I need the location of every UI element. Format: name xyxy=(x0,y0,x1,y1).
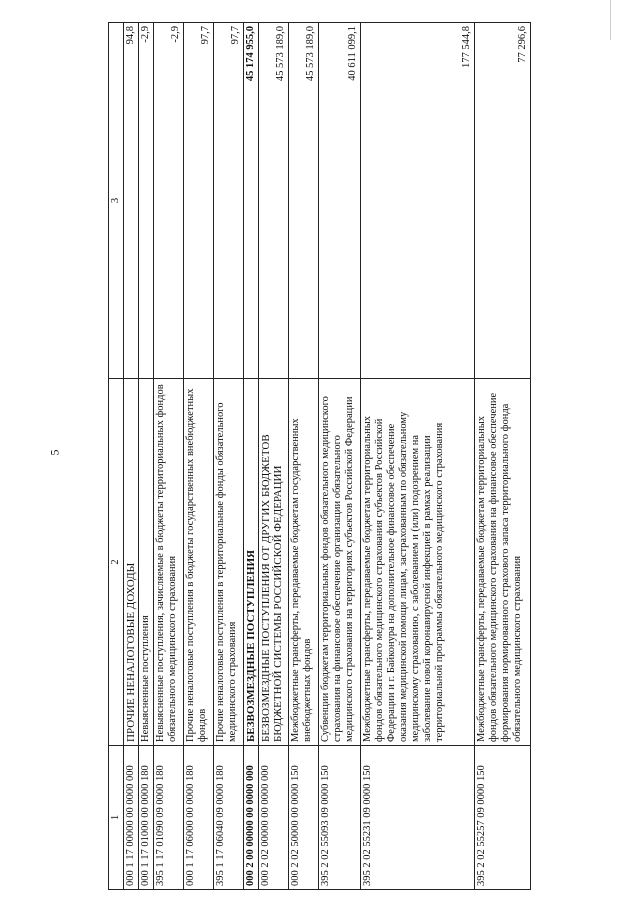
row-value: 40 611 099,1 xyxy=(319,23,361,379)
row-name: ПРОЧИЕ НЕНАЛОГОВЫЕ ДОХОДЫ xyxy=(124,379,139,746)
row-value: 94,8 xyxy=(124,23,139,379)
row-value: -2,9 xyxy=(154,23,184,379)
table-row xyxy=(475,23,531,890)
row-code: 000 1 17 00000 00 0000 000 xyxy=(124,746,139,890)
table-row xyxy=(124,23,139,890)
revenue-table xyxy=(108,22,531,890)
row-code: 395 1 17 06040 09 0000 180 xyxy=(214,746,244,890)
row-code: 395 2 02 55257 09 0000 150 xyxy=(475,746,531,890)
row-value: 97,7 xyxy=(214,23,244,379)
header-col-2: 2 xyxy=(109,379,124,746)
row-code: 000 1 17 06000 00 0000 180 xyxy=(184,746,214,890)
header-col-3: 3 xyxy=(109,23,124,379)
table-row xyxy=(184,23,214,890)
row-code: 000 1 17 01000 00 0000 180 xyxy=(139,746,154,890)
page-number: 5 xyxy=(47,449,62,456)
row-code: 395 2 02 55093 09 0000 150 xyxy=(319,746,361,890)
row-name: Межбюджетные трансферты, передаваемые бюджетам государственных внебюджетных фондов xyxy=(289,379,319,746)
row-code: 000 2 00 00000 00 0000 000 xyxy=(244,746,259,890)
row-value: 97,7 xyxy=(184,23,214,379)
rotated-table-wrapper xyxy=(108,22,528,890)
row-name: БЕЗВОЗМЕЗДНЫЕ ПОСТУПЛЕНИЯ ОТ ДРУГИХ БЮДЖЕТОВ БЮДЖЕТНОЙ СИСТЕМЫ РОССИЙСКОЙ ФЕДЕРАЦИИ xyxy=(259,379,289,746)
row-name: Межбюджетные трансферты, передаваемые бюджетам территориальных фондов обязательного медицинского страхования субъектов Российской Федерации и г. Байконура на дополнительное финансовое обеспечение оказания медицинской помощи лицам, застрахованным по обязательному медицинскому страхованию, с заболеванием и (или) подозрением на заболевание новой коронавирусной инфекцией в рамках реализации территориальной программы обязательного медицинского страхования xyxy=(361,379,475,746)
row-name: Прочие неналоговые поступления в территориальные фонды обязательного медицинского страхования xyxy=(214,379,244,746)
row-value: 45 573 189,0 xyxy=(259,23,289,379)
table-row xyxy=(319,23,361,890)
table-row xyxy=(361,23,475,890)
table-row xyxy=(244,23,259,890)
row-name: Невыясненные поступления xyxy=(139,379,154,746)
row-value: 77 296,6 xyxy=(475,23,531,379)
table-row xyxy=(139,23,154,890)
table-row xyxy=(214,23,244,890)
row-name: Невыясненные поступления, зачисляемые в бюджеты территориальных фондов обязательного медицинского страхования xyxy=(154,379,184,746)
table-row xyxy=(289,23,319,890)
header-col-1: 1 xyxy=(109,746,124,890)
row-name: БЕЗВОЗМЕЗДНЫЕ ПОСТУПЛЕНИЯ xyxy=(244,379,259,746)
row-value: -2,9 xyxy=(139,23,154,379)
table-row xyxy=(259,23,289,890)
row-name: Субвенции бюджетам территориальных фондов обязательного медицинского страхования на финансовое обеспечение организации обязательного медицинского страхования на территориях субъектов Российской Федерации xyxy=(319,379,361,746)
row-name: Прочие неналоговые поступления в бюджеты государственных внебюджетных фондов xyxy=(184,379,214,746)
row-name: Межбюджетные трансферты, передаваемые бюджетам территориальных фондов обязательного медицинского страхования на финансовое обеспечение формирования нормированного страхового запаса территориального фонда обязательного медицинского страхования xyxy=(475,379,531,746)
row-value: 45 174 955,0 xyxy=(244,23,259,379)
row-code: 395 1 17 01090 09 0000 180 xyxy=(154,746,184,890)
table-header-row xyxy=(109,23,124,890)
row-value: 45 573 189,0 xyxy=(289,23,319,379)
row-code: 000 2 02 00000 00 0000 000 xyxy=(259,746,289,890)
row-code: 000 2 02 50000 00 0000 150 xyxy=(289,746,319,890)
scan-edge-mark xyxy=(610,0,611,40)
row-value: 177 544,8 xyxy=(361,23,475,379)
row-code: 395 2 02 55231 09 0000 150 xyxy=(361,746,475,890)
table-row xyxy=(154,23,184,890)
document-page xyxy=(108,22,528,890)
